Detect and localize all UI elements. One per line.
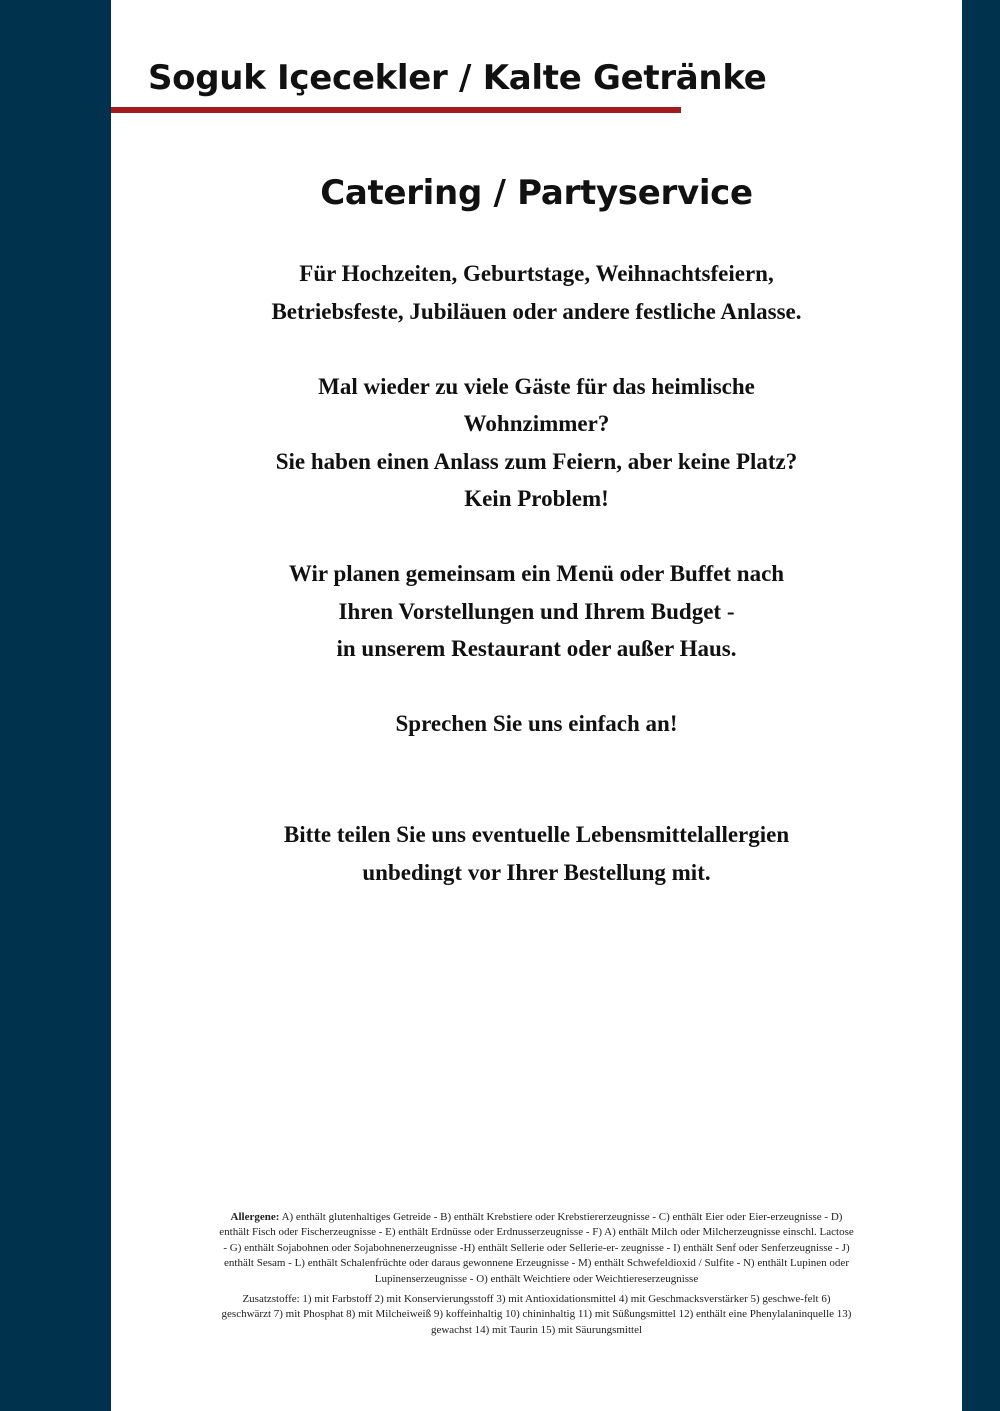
text-line: in unserem Restaurant oder außer Haus. (336, 636, 737, 661)
text-line: Sie haben einen Anlass zum Feiern, aber keine Platz? (275, 448, 798, 474)
text-line: Für Hochzeiten, Geburtstage, Weihnachtsfeiern, (299, 261, 774, 286)
text-line: Wohnzimmer? (463, 411, 610, 436)
allergens-footnote (219, 1210, 854, 1287)
text-line: Betriebsfeste, Jubiläuen oder andere festliche Anlasse. (271, 298, 802, 324)
additives-footnote: Zusatzstoffe: 1) mit Farbstoff 2) mit Konservierungsstoff 3) mit Antioxidationsmittel 4) mit Geschmacksverstärker 5) geschwe-felt 6) geschwärzt 7) mit Phosphat 8) mit Milcheiweiß 9) koffeinhaltig 10) chininhaltig 11) mit Süßungsmittel 12) enthält eine Phenylalaninquelle 13) gewachst 14) mit Taurin 15) mit Säurungsmittel (221, 1293, 852, 1336)
title-underline-rule (111, 107, 681, 113)
text-line: Bitte teilen Sie uns eventuelle Lebensmittelallergien (283, 822, 790, 847)
text-line: Ihren Vorstellungen und Ihrem Budget - (338, 598, 735, 624)
allergy-notice (111, 816, 962, 892)
section-title: Soguk Içecekler / Kalte Getränke (148, 58, 767, 98)
menu-page (111, 0, 962, 1411)
text-line: Sprechen Sie uns einfach an! (395, 711, 678, 736)
guests-paragraph (111, 368, 962, 518)
legal-footnotes (219, 1210, 854, 1343)
occasions-paragraph (111, 255, 962, 330)
text-line: Mal wieder zu viele Gäste für das heimlische (318, 373, 755, 399)
allergens-label: Allergene: (230, 1211, 280, 1223)
text-line: Kein Problem! (464, 486, 609, 511)
catering-heading: Catering / Partyservice (320, 173, 753, 213)
allergens-text: A) enthält glutenhaltiges Getreide - B) enthält Krebstiere oder Krebstiererzeugnisse - C) enthält Eier oder Eier-erzeugnisse - D) enthält Fisch oder Fischerzeugnisse - E) enthält Erdnüsse oder Erdnusserzeugnisse - F) A) enthält Milch oder Milcherzeugnisse einschl. Lactose - G) enthält Sojabohnen oder Sojabohnenerzeugnisse -H) enthält Sellerie oder Sellerie-er- zeugnisse - I) enthält Senf oder Senferzeugnisse - J) enthält Sesam - L) enthält Schalenfrüchte oder daraus gewonnene Erzeugnisse - M) enthält Schwefeldioxid / Sulfite - N) enthält Lupinen oder Lupinenserzeugnisse - O) enthält Weichtiere oder Weichtiereserzeugnisse (219, 1211, 854, 1285)
planning-paragraph (111, 555, 962, 668)
left-side-band (0, 0, 111, 1411)
contact-paragraph (111, 705, 962, 743)
catering-description (111, 255, 962, 780)
right-side-band (962, 0, 1000, 1411)
text-line: Wir planen gemeinsam ein Menü oder Buffet nach (288, 561, 785, 586)
text-line: unbedingt vor Ihrer Bestellung mit. (362, 860, 711, 885)
